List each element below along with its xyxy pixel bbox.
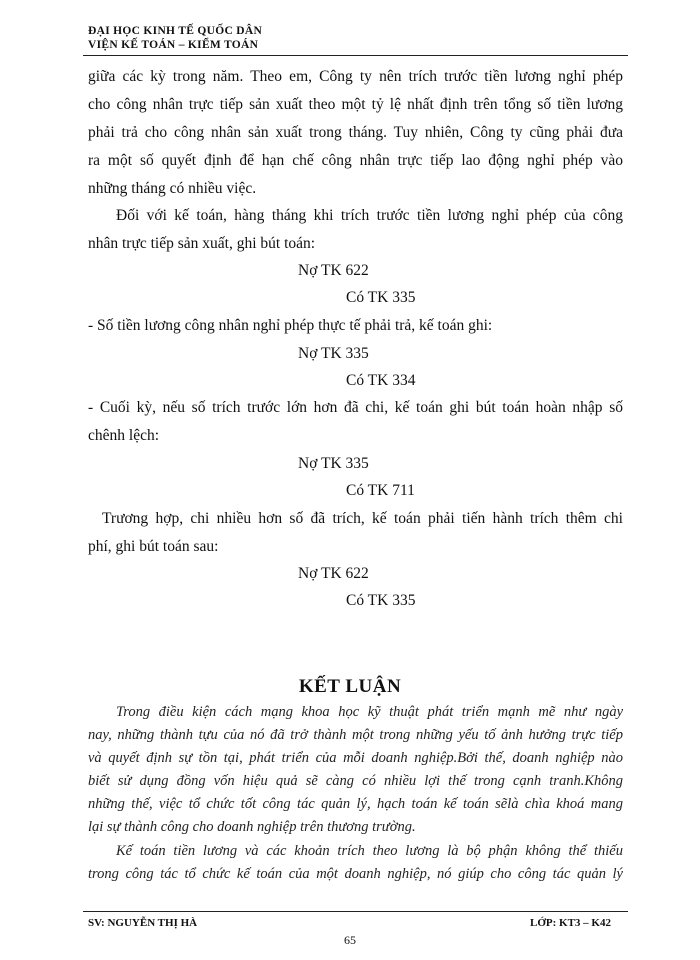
conclusion-line: Trong điều kiện cách mạng khoa học kỹ thuật phát triển mạnh mẽ như ngày [116, 704, 623, 720]
journal-debit: Nợ TK 335 [298, 455, 369, 472]
conclusion-line: Kế toán tiền lương và các khoản trích theo lương là bộ phận không thể thiếu [116, 843, 623, 859]
body-line: cho công nhân trực tiếp sản xuất theo một tỷ lệ nhất định trên tổng số tiền lương [88, 96, 623, 113]
body-line: Đối với kế toán, hàng tháng khi trích trước tiền lương nghỉ phép của công [116, 207, 623, 224]
header-institute: VIỆN KẾ TOÁN – KIỂM TOÁN [88, 39, 259, 51]
header-divider [83, 55, 628, 56]
journal-debit: Nợ TK 335 [298, 345, 369, 362]
journal-credit: Có TK 335 [346, 592, 416, 609]
footer-divider [83, 911, 628, 912]
body-line: - Số tiền lương công nhân nghỉ phép thực tế phải trả, kế toán ghi: [88, 317, 493, 334]
journal-credit: Có TK 334 [346, 372, 416, 389]
journal-credit: Có TK 711 [346, 482, 415, 499]
body-line: phí, ghi bút toán sau: [88, 538, 219, 555]
conclusion-line: biết sử dụng đồng vốn hiệu quả sẽ càng có nhiều lợi thế trong cạnh tranh.Không [88, 773, 623, 789]
body-line: Trương hợp, chi nhiều hơn số đã trích, kế toán phải tiến hành trích thêm chi [102, 510, 623, 527]
footer-class: LỚP: KT3 – K42 [530, 917, 611, 929]
journal-debit: Nợ TK 622 [298, 565, 369, 582]
body-line: phải trả cho công nhân sản xuất trong tháng. Tuy nhiên, Công ty cũng phải đưa [88, 124, 623, 141]
conclusion-line: lại sự thành công cho doanh nghiệp trên thương trường. [88, 819, 416, 835]
journal-debit: Nợ TK 622 [298, 262, 369, 279]
body-line: những tháng có nhiều việc. [88, 180, 257, 197]
conclusion-line: trong công tác tổ chức kế toán của một doanh nghiệp, nó giúp cho công tác quản lý [88, 866, 623, 882]
conclusion-line: nay, những thành tựu của nó đã trở thành một trong những yếu tố ảnh hưởng trực tiếp [88, 727, 623, 743]
conclusion-line: và quyết định sự tồn tại, phát triển của mỗi doanh nghiệp.Bởi thế, doanh nghiệp nào [88, 750, 623, 766]
footer-student-name: SV: NGUYỄN THỊ HÀ [88, 917, 198, 929]
journal-credit: Có TK 335 [346, 289, 416, 306]
body-line: - Cuối kỳ, nếu số trích trước lớn hơn đã chi, kế toán ghi bút toán hoàn nhập số [88, 399, 623, 416]
conclusion-line: những thế, việc tổ chức tốt công tác quản lý, hạch toán kế toán sẽlà chìa khoá mang [88, 796, 623, 812]
conclusion-title: KẾT LUẬN [298, 676, 402, 697]
body-line: giữa các kỳ trong năm. Theo em, Công ty nên trích trước tiền lương nghỉ phép [88, 68, 623, 85]
body-line: chênh lệch: [88, 427, 160, 444]
header-university: ĐẠI HỌC KINH TẾ QUỐC DÂN [88, 25, 263, 37]
body-line: nhân trực tiếp sản xuất, ghi bút toán: [88, 235, 316, 252]
page-number: 65 [344, 933, 356, 947]
body-line: ra một số quyết định để hạn chế công nhân trực tiếp lao động nghỉ phép vào [88, 152, 623, 169]
